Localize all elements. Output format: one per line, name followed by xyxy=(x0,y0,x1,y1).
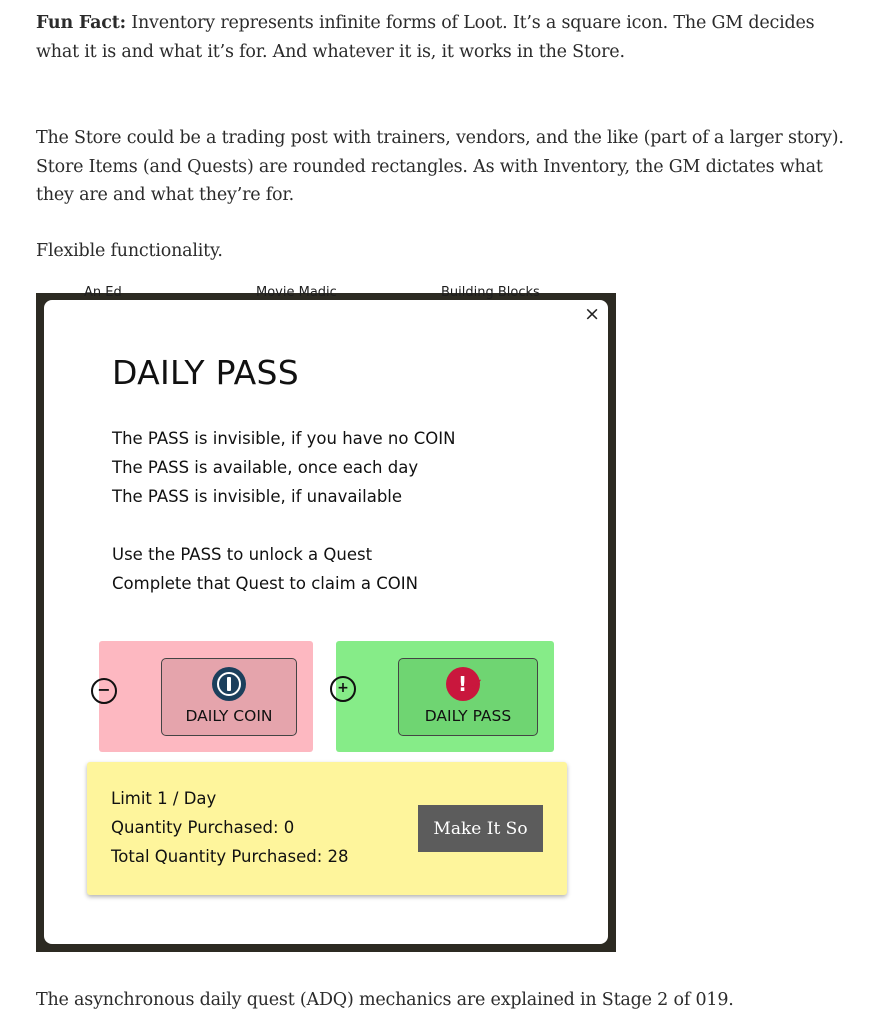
background-item-label: Movie Madic xyxy=(256,285,337,300)
rule-line: The PASS is invisible, if you have no COIN xyxy=(112,429,456,448)
make-it-so-button[interactable]: Make It So xyxy=(418,805,543,852)
coin-icon xyxy=(212,667,246,701)
rule-line: The PASS is available, once each day xyxy=(112,457,419,477)
decrease-quantity-button[interactable]: − xyxy=(91,678,117,704)
background-item-label: Building Blocks xyxy=(441,285,540,300)
usage-line: Complete that Quest to claim a COIN xyxy=(112,573,418,593)
total-purchased-text: Total Quantity Purchased: 28 xyxy=(111,846,349,866)
daily-coin-card[interactable] xyxy=(161,658,297,736)
cost-item-panel xyxy=(99,641,313,752)
daily-coin-label: DAILY COIN xyxy=(185,707,273,725)
fun-fact-text: Inventory represents infinite forms of Loot. It’s a square icon. The GM decides what it is and what it’s for. And whatever it is, it works in the Store. xyxy=(36,13,815,62)
purchase-info-panel xyxy=(87,762,567,895)
purchase-stats xyxy=(111,785,349,871)
background-item-label: An Ed xyxy=(84,285,122,300)
checkmark-icon: ✓ xyxy=(469,675,485,696)
fun-fact-paragraph xyxy=(36,9,856,66)
pass-icon: ! xyxy=(446,667,480,701)
limit-text: Limit 1 / Day xyxy=(111,789,217,808)
daily-pass-label: DAILY PASS xyxy=(424,707,512,725)
reward-item-panel xyxy=(336,641,554,752)
quantity-purchased-text: Quantity Purchased: 0 xyxy=(111,817,295,837)
store-paragraph: The Store could be a trading post with trainers, vendors, and the like (part of a larger story). Store Items (and Quests) are rounded rectangles. As with Inventory, the GM dictates what they are and what they’re for. xyxy=(36,128,844,205)
usage-line: Use the PASS to unlock a Quest xyxy=(112,545,373,564)
flexible-paragraph: Flexible functionality. xyxy=(36,241,223,261)
modal-title: DAILY PASS xyxy=(112,353,300,392)
daily-pass-modal xyxy=(44,300,608,944)
daily-pass-card[interactable] xyxy=(398,658,538,736)
rule-line: The PASS is invisible, if unavailable xyxy=(112,486,403,506)
fun-fact-label: Fun Fact: xyxy=(36,13,126,33)
pass-rules xyxy=(112,425,455,511)
close-icon[interactable]: × xyxy=(584,303,600,325)
store-screenshot xyxy=(36,285,616,952)
closing-paragraph: The asynchronous daily quest (ADQ) mechanics are explained in Stage 2 of 019. xyxy=(36,990,734,1010)
increase-quantity-button[interactable]: + xyxy=(330,676,356,702)
pass-usage xyxy=(112,541,418,599)
